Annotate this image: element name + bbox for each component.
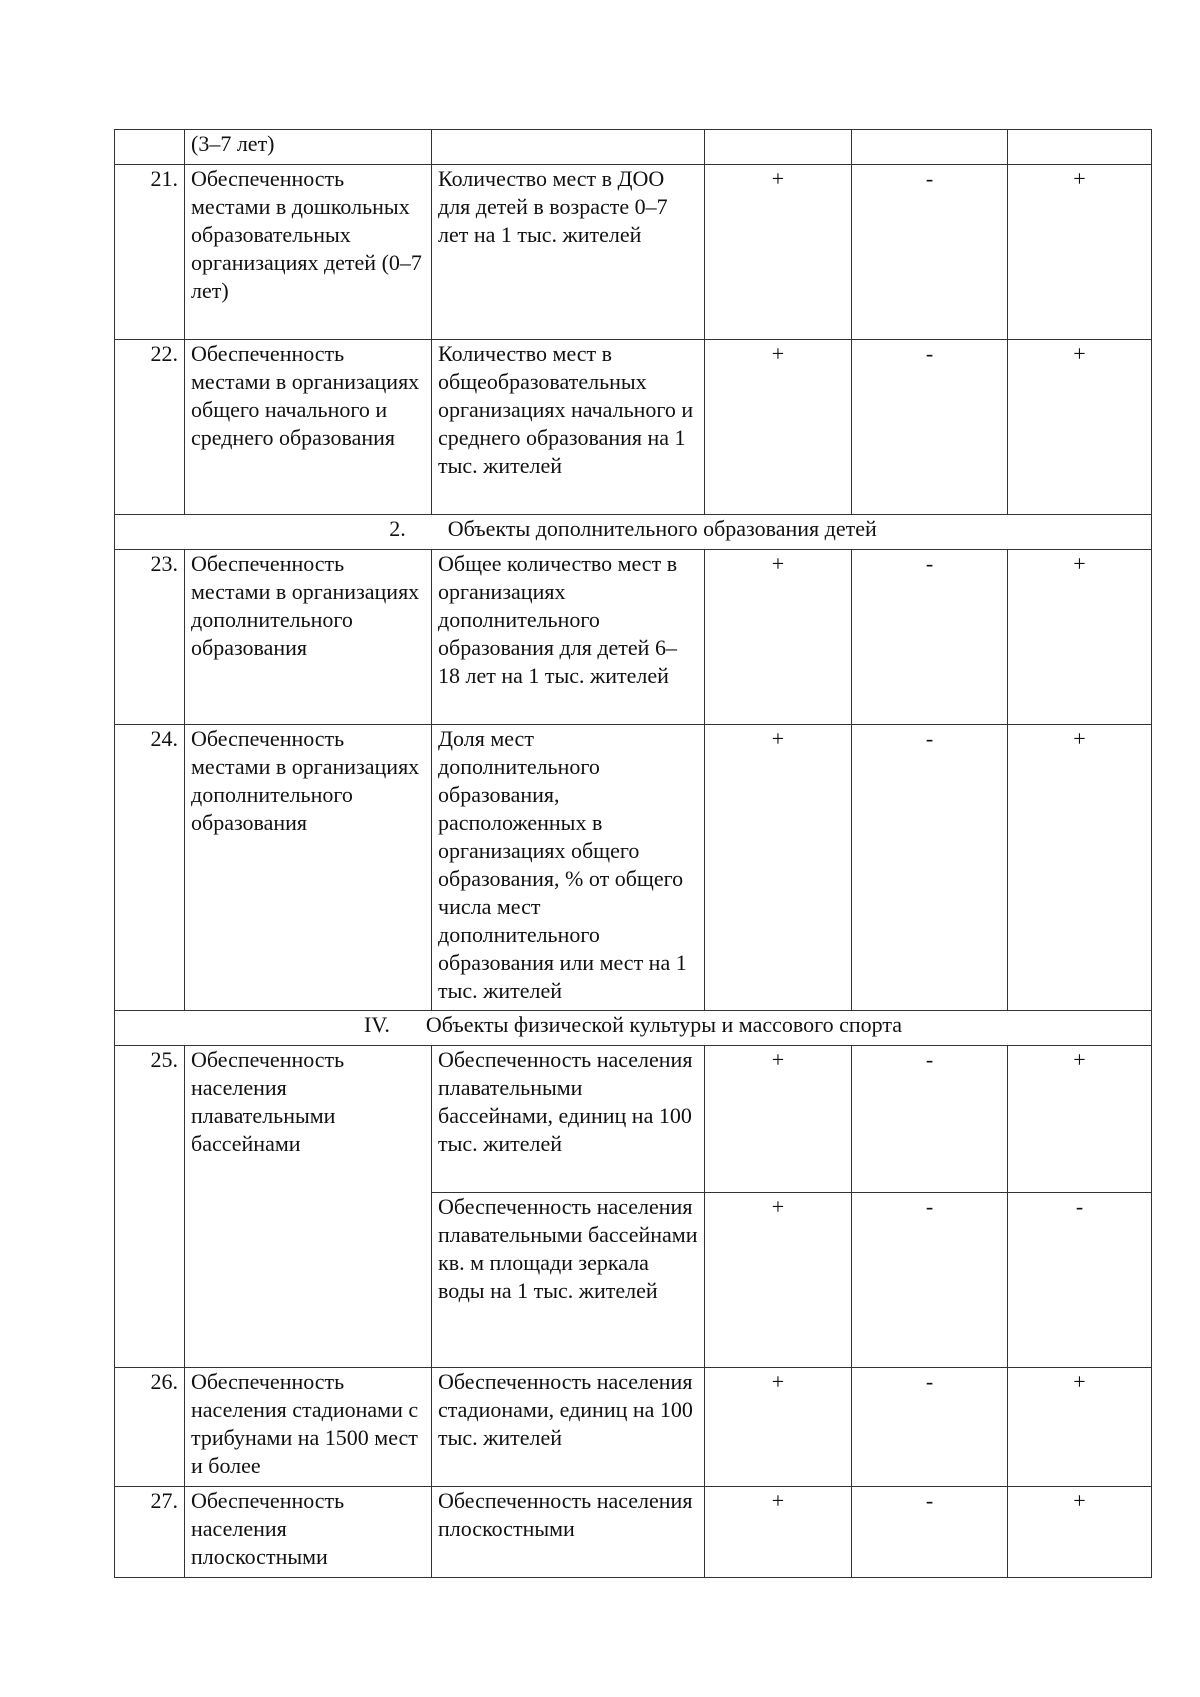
row-mark-3 — [1008, 130, 1152, 165]
row-mark-1: + — [705, 1487, 852, 1578]
row-mark-1: + — [705, 725, 852, 1011]
section-row — [115, 1011, 1152, 1046]
row-mark-3: - — [1008, 1193, 1152, 1368]
section-title: Объекты дополнительного образования детей — [447, 516, 877, 541]
row-number: 22. — [115, 340, 185, 515]
row-mark-2: - — [852, 550, 1008, 725]
section-number: IV. — [364, 1012, 390, 1037]
row-name: Обеспеченность местами в организациях дополнительного образования — [185, 725, 432, 1011]
row-mark-1: + — [705, 1368, 852, 1487]
table-row — [115, 1046, 1152, 1193]
row-indicator: Обеспеченность населения стадионами, единиц на 100 тыс. жителей — [432, 1368, 705, 1487]
row-mark-3: + — [1008, 1487, 1152, 1578]
row-indicator: Доля мест дополнительного образования, расположенных в организациях общего образования, % от общего числа мест дополнительного образования или мест на 1 тыс. жителей — [432, 725, 705, 1011]
table-row — [115, 1487, 1152, 1578]
row-mark-1 — [705, 130, 852, 165]
section-heading — [115, 1011, 1152, 1046]
row-mark-2: - — [852, 1487, 1008, 1578]
row-mark-2: - — [852, 340, 1008, 515]
section-title: Объекты физической культуры и массового спорта — [425, 1012, 902, 1037]
row-number — [115, 130, 185, 165]
row-mark-3: + — [1008, 165, 1152, 340]
table-row — [115, 550, 1152, 725]
table-row — [115, 1368, 1152, 1487]
row-indicator: Количество мест в ДОО для детей в возрасте 0–7 лет на 1 тыс. жителей — [432, 165, 705, 340]
row-mark-1: + — [705, 1046, 852, 1193]
row-number: 21. — [115, 165, 185, 340]
row-mark-2: - — [852, 1046, 1008, 1193]
row-mark-1: + — [705, 1193, 852, 1368]
row-indicator: Обеспеченность населения плавательными бассейнами, единиц на 100 тыс. жителей — [432, 1046, 705, 1193]
row-mark-3: + — [1008, 550, 1152, 725]
row-indicator: Количество мест в общеобразовательных организациях начального и среднего образования на 1 тыс. жителей — [432, 340, 705, 515]
row-name: (3–7 лет) — [185, 130, 432, 165]
row-number: 25. — [115, 1046, 185, 1368]
row-mark-3: + — [1008, 1368, 1152, 1487]
row-name: Обеспеченность населения плавательными бассейнами — [185, 1046, 432, 1368]
table-row — [115, 165, 1152, 340]
row-indicator — [432, 130, 705, 165]
row-mark-2: - — [852, 165, 1008, 340]
row-indicator: Обеспеченность населения плавательными бассейнами кв. м площади зеркала воды на 1 тыс. жителей — [432, 1193, 705, 1368]
row-mark-1: + — [705, 340, 852, 515]
row-mark-1: + — [705, 550, 852, 725]
row-mark-2: - — [852, 1193, 1008, 1368]
row-number: 24. — [115, 725, 185, 1011]
row-indicator: Общее количество мест в организациях дополнительного образования для детей 6–18 лет на 1 тыс. жителей — [432, 550, 705, 725]
row-mark-3: + — [1008, 725, 1152, 1011]
row-mark-2: - — [852, 1368, 1008, 1487]
row-mark-1: + — [705, 165, 852, 340]
table-row — [115, 340, 1152, 515]
table-row — [115, 725, 1152, 1011]
row-mark-3: + — [1008, 1046, 1152, 1193]
section-number: 2. — [389, 516, 406, 541]
row-mark-3: + — [1008, 340, 1152, 515]
row-mark-2: - — [852, 725, 1008, 1011]
indicators-table — [114, 129, 1152, 1578]
row-indicator: Обеспеченность населения плоскостными — [432, 1487, 705, 1578]
row-name: Обеспеченность населения плоскостными — [185, 1487, 432, 1578]
row-mark-2 — [852, 130, 1008, 165]
section-row — [115, 515, 1152, 550]
row-name: Обеспеченность местами в организациях дополнительного образования — [185, 550, 432, 725]
table-row — [115, 130, 1152, 165]
row-name: Обеспеченность местами в организациях общего начального и среднего образования — [185, 340, 432, 515]
row-number: 27. — [115, 1487, 185, 1578]
section-heading — [115, 515, 1152, 550]
row-number: 26. — [115, 1368, 185, 1487]
row-name: Обеспеченность населения стадионами с трибунами на 1500 мест и более — [185, 1368, 432, 1487]
row-number: 23. — [115, 550, 185, 725]
row-name: Обеспеченность местами в дошкольных образовательных организациях детей (0–7 лет) — [185, 165, 432, 340]
